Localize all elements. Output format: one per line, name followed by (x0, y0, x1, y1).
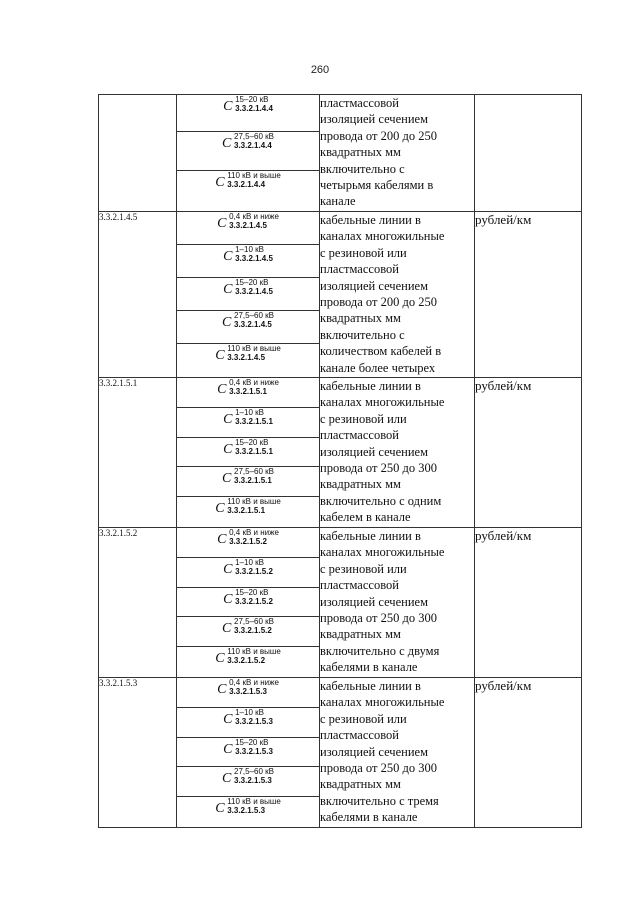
coefficient-list (177, 528, 319, 677)
coefficient-voltage: 0,4 кВ и ниже (229, 528, 279, 537)
coefficient-index: 3.3.2.1.4.4 (235, 104, 273, 113)
description-line: кабелями в канале (320, 660, 418, 675)
description-line: квадратных мм (320, 777, 401, 792)
coefficient-letter: C (222, 771, 232, 787)
row-description (320, 212, 475, 378)
coefficient-voltage: 110 кВ и выше (227, 497, 281, 507)
coefficient-letter: C (223, 561, 233, 577)
tariff-table (98, 94, 582, 828)
tariff-table-body (99, 95, 582, 828)
coefficient-voltage: 15–20 кВ (235, 737, 269, 747)
description-line: изоляцией сечением (320, 278, 428, 293)
coefficient-voltage: 1–10 кВ (235, 707, 264, 717)
row-description (320, 95, 475, 212)
description-line: провода от 250 до 300 (320, 611, 437, 626)
coefficient-letter: C (222, 135, 232, 151)
coefficient-cell (177, 678, 320, 828)
description-line: каналах многожильные (320, 695, 445, 710)
description-line: провода от 200 до 250 (320, 128, 437, 143)
coefficient-letter: C (222, 621, 232, 637)
coefficient-symbol (177, 647, 319, 677)
description-line: пластмассовой (320, 262, 399, 277)
description-line: кабелем в канале (320, 510, 411, 525)
coefficient-index: 3.3.2.1.4.5 (227, 353, 266, 362)
description-line: включительно с одним (320, 493, 442, 508)
coefficient-index: 3.3.2.1.5.3 (234, 776, 272, 786)
coefficient-index: 3.3.2.1.5.1 (235, 416, 273, 426)
coefficient-index: 3.3.2.1.4.5 (235, 254, 273, 263)
coefficient-index: 3.3.2.1.5.1 (229, 387, 267, 396)
coefficient-letter: C (223, 282, 233, 297)
description-line: пластмассовой (320, 96, 399, 110)
coefficient-letter: C (215, 501, 225, 517)
coefficient-letter: C (223, 441, 233, 457)
description-line: каналах многожильные (320, 545, 445, 560)
coefficient-voltage: 0,4 кВ и ниже (229, 678, 279, 687)
coefficient-symbol (177, 311, 319, 344)
table-row (99, 95, 582, 212)
coefficient-voltage: 1–10 кВ (235, 557, 264, 567)
description-line: с резиновой или (320, 561, 407, 576)
coefficient-letter: C (223, 99, 233, 114)
coefficient-voltage: 0,4 кВ и ниже (229, 212, 279, 221)
description-line: провода от 250 до 300 (320, 461, 437, 476)
coefficient-symbol (177, 408, 319, 438)
row-unit: рублей/км (475, 212, 582, 378)
coefficient-index: 3.3.2.1.5.3 (227, 806, 266, 816)
description-line: изоляцией сечением (320, 594, 428, 609)
coefficient-symbol (177, 678, 319, 708)
coefficient-voltage: 110 кВ и выше (227, 647, 281, 657)
coefficient-voltage: 0,4 кВ и ниже (229, 378, 279, 387)
description-line: изоляцией сечением (320, 112, 428, 127)
description-line: изоляцией сечением (320, 744, 428, 759)
description-line: включительно с двумя (320, 643, 440, 658)
coefficient-voltage: 1–10 кВ (235, 407, 264, 417)
coefficient-symbol (177, 278, 319, 311)
coefficient-list (177, 378, 319, 527)
coefficient-letter: C (217, 532, 227, 547)
coefficient-cell (177, 95, 320, 212)
row-code (99, 95, 177, 212)
coefficient-voltage: 110 кВ и выше (227, 344, 281, 353)
coefficient-symbol (177, 797, 319, 827)
table-row (99, 678, 582, 828)
description-line: квадратных мм (320, 311, 401, 326)
coefficient-index: 3.3.2.1.5.3 (235, 746, 273, 756)
row-description (320, 528, 475, 678)
description-line: изоляцией сечением (320, 444, 428, 459)
coefficient-symbol (177, 378, 319, 408)
row-code: 3.3.2.1.5.1 (99, 378, 177, 528)
coefficient-voltage: 27,5–60 кВ (234, 311, 274, 320)
description-line: кабельные линии в (320, 213, 421, 227)
coefficient-list (177, 95, 319, 211)
coefficient-letter: C (223, 711, 233, 727)
coefficient-letter: C (217, 216, 227, 231)
description-line: провода от 250 до 300 (320, 761, 437, 776)
description-line: кабельные линии в (320, 679, 421, 693)
table-row (99, 528, 582, 678)
coefficient-index: 3.3.2.1.4.4 (234, 140, 272, 150)
coefficient-cell (177, 378, 320, 528)
description-line: кабелями в канале (320, 810, 418, 825)
description-line: пластмассовой (320, 428, 399, 443)
coefficient-index: 3.3.2.1.5.2 (229, 537, 267, 546)
description-line: пластмассовой (320, 578, 399, 593)
description-line: четырьмя кабелями в (320, 178, 434, 193)
coefficient-index: 3.3.2.1.5.2 (227, 656, 266, 666)
coefficient-letter: C (215, 651, 225, 667)
coefficient-cell (177, 212, 320, 378)
row-unit: рублей/км (475, 528, 582, 678)
coefficient-letter: C (223, 741, 233, 757)
coefficient-letter: C (217, 682, 227, 697)
description-line: с резиновой или (320, 711, 407, 726)
description-line: включительно с тремя (320, 793, 439, 808)
coefficient-index: 3.3.2.1.5.1 (227, 506, 266, 516)
coefficient-symbol (177, 528, 319, 558)
coefficient-letter: C (215, 348, 225, 363)
row-unit (475, 95, 582, 212)
coefficient-voltage: 15–20 кВ (235, 437, 269, 447)
coefficient-index: 3.3.2.1.5.1 (234, 476, 272, 486)
row-code: 3.3.2.1.4.5 (99, 212, 177, 378)
coefficient-voltage: 27,5–60 кВ (234, 767, 274, 777)
coefficient-list (177, 678, 319, 827)
coefficient-symbol (177, 588, 319, 618)
row-description (320, 678, 475, 828)
row-code: 3.3.2.1.5.2 (99, 528, 177, 678)
coefficient-letter: C (223, 411, 233, 427)
table-row (99, 212, 582, 378)
coefficient-voltage: 110 кВ и выше (227, 797, 281, 807)
coefficient-index: 3.3.2.1.4.5 (229, 221, 267, 230)
description-line: провода от 200 до 250 (320, 295, 437, 310)
coefficient-letter: C (222, 471, 232, 487)
description-line: канале более четырех (320, 360, 436, 375)
coefficient-symbol (177, 738, 319, 768)
coefficient-symbol (177, 558, 319, 588)
coefficient-index: 3.3.2.1.4.4 (227, 180, 266, 190)
coefficient-voltage: 27,5–60 кВ (234, 617, 274, 627)
coefficient-letter: C (217, 382, 227, 397)
description-line: пластмассовой (320, 728, 399, 743)
description-line: кабельные линии в (320, 529, 421, 543)
description-line: канале (320, 194, 356, 209)
coefficient-symbol (177, 245, 319, 278)
description-line: включительно с (320, 161, 405, 176)
coefficient-voltage: 15–20 кВ (235, 95, 269, 104)
coefficient-symbol (177, 132, 319, 172)
coefficient-symbol (177, 344, 319, 377)
row-code: 3.3.2.1.5.3 (99, 678, 177, 828)
row-unit: рублей/км (475, 678, 582, 828)
coefficient-index: 3.3.2.1.5.2 (234, 626, 272, 636)
coefficient-letter: C (223, 591, 233, 607)
coefficient-symbol (177, 497, 319, 527)
coefficient-symbol (177, 467, 319, 497)
coefficient-index: 3.3.2.1.5.1 (235, 446, 273, 456)
coefficient-voltage: 27,5–60 кВ (234, 131, 274, 141)
coefficient-list (177, 212, 319, 377)
coefficient-symbol (177, 708, 319, 738)
coefficient-index: 3.3.2.1.5.2 (235, 596, 273, 606)
coefficient-voltage: 1–10 кВ (235, 245, 264, 254)
coefficient-symbol (177, 171, 319, 211)
coefficient-letter: C (215, 801, 225, 817)
description-line: квадратных мм (320, 477, 401, 492)
coefficient-index: 3.3.2.1.4.5 (234, 320, 272, 329)
coefficient-letter: C (223, 249, 233, 264)
page-number: 260 (310, 64, 330, 76)
coefficient-index: 3.3.2.1.5.2 (235, 566, 273, 576)
coefficient-symbol (177, 617, 319, 647)
coefficient-voltage: 110 кВ и выше (227, 171, 281, 181)
coefficient-symbol (177, 95, 319, 132)
coefficient-symbol (177, 438, 319, 468)
coefficient-voltage: 27,5–60 кВ (234, 467, 274, 477)
description-line: квадратных мм (320, 627, 401, 642)
table-row (99, 378, 582, 528)
coefficient-index: 3.3.2.1.4.5 (235, 287, 273, 296)
coefficient-voltage: 15–20 кВ (235, 587, 269, 597)
description-line: с резиновой или (320, 245, 407, 260)
description-line: каналах многожильные (320, 395, 445, 410)
row-description (320, 378, 475, 528)
row-unit: рублей/км (475, 378, 582, 528)
coefficient-index: 3.3.2.1.5.3 (235, 716, 273, 726)
description-line: количеством кабелей в (320, 344, 442, 359)
coefficient-index: 3.3.2.1.5.3 (229, 687, 267, 696)
coefficient-symbol (177, 212, 319, 245)
coefficient-symbol (177, 767, 319, 797)
description-line: с резиновой или (320, 411, 407, 426)
coefficient-letter: C (222, 315, 232, 330)
coefficient-voltage: 15–20 кВ (235, 278, 269, 287)
coefficient-cell (177, 528, 320, 678)
description-line: кабельные линии в (320, 379, 421, 393)
coefficient-letter: C (215, 175, 225, 191)
description-line: включительно с (320, 327, 405, 342)
description-line: квадратных мм (320, 145, 401, 160)
description-line: каналах многожильные (320, 229, 445, 244)
